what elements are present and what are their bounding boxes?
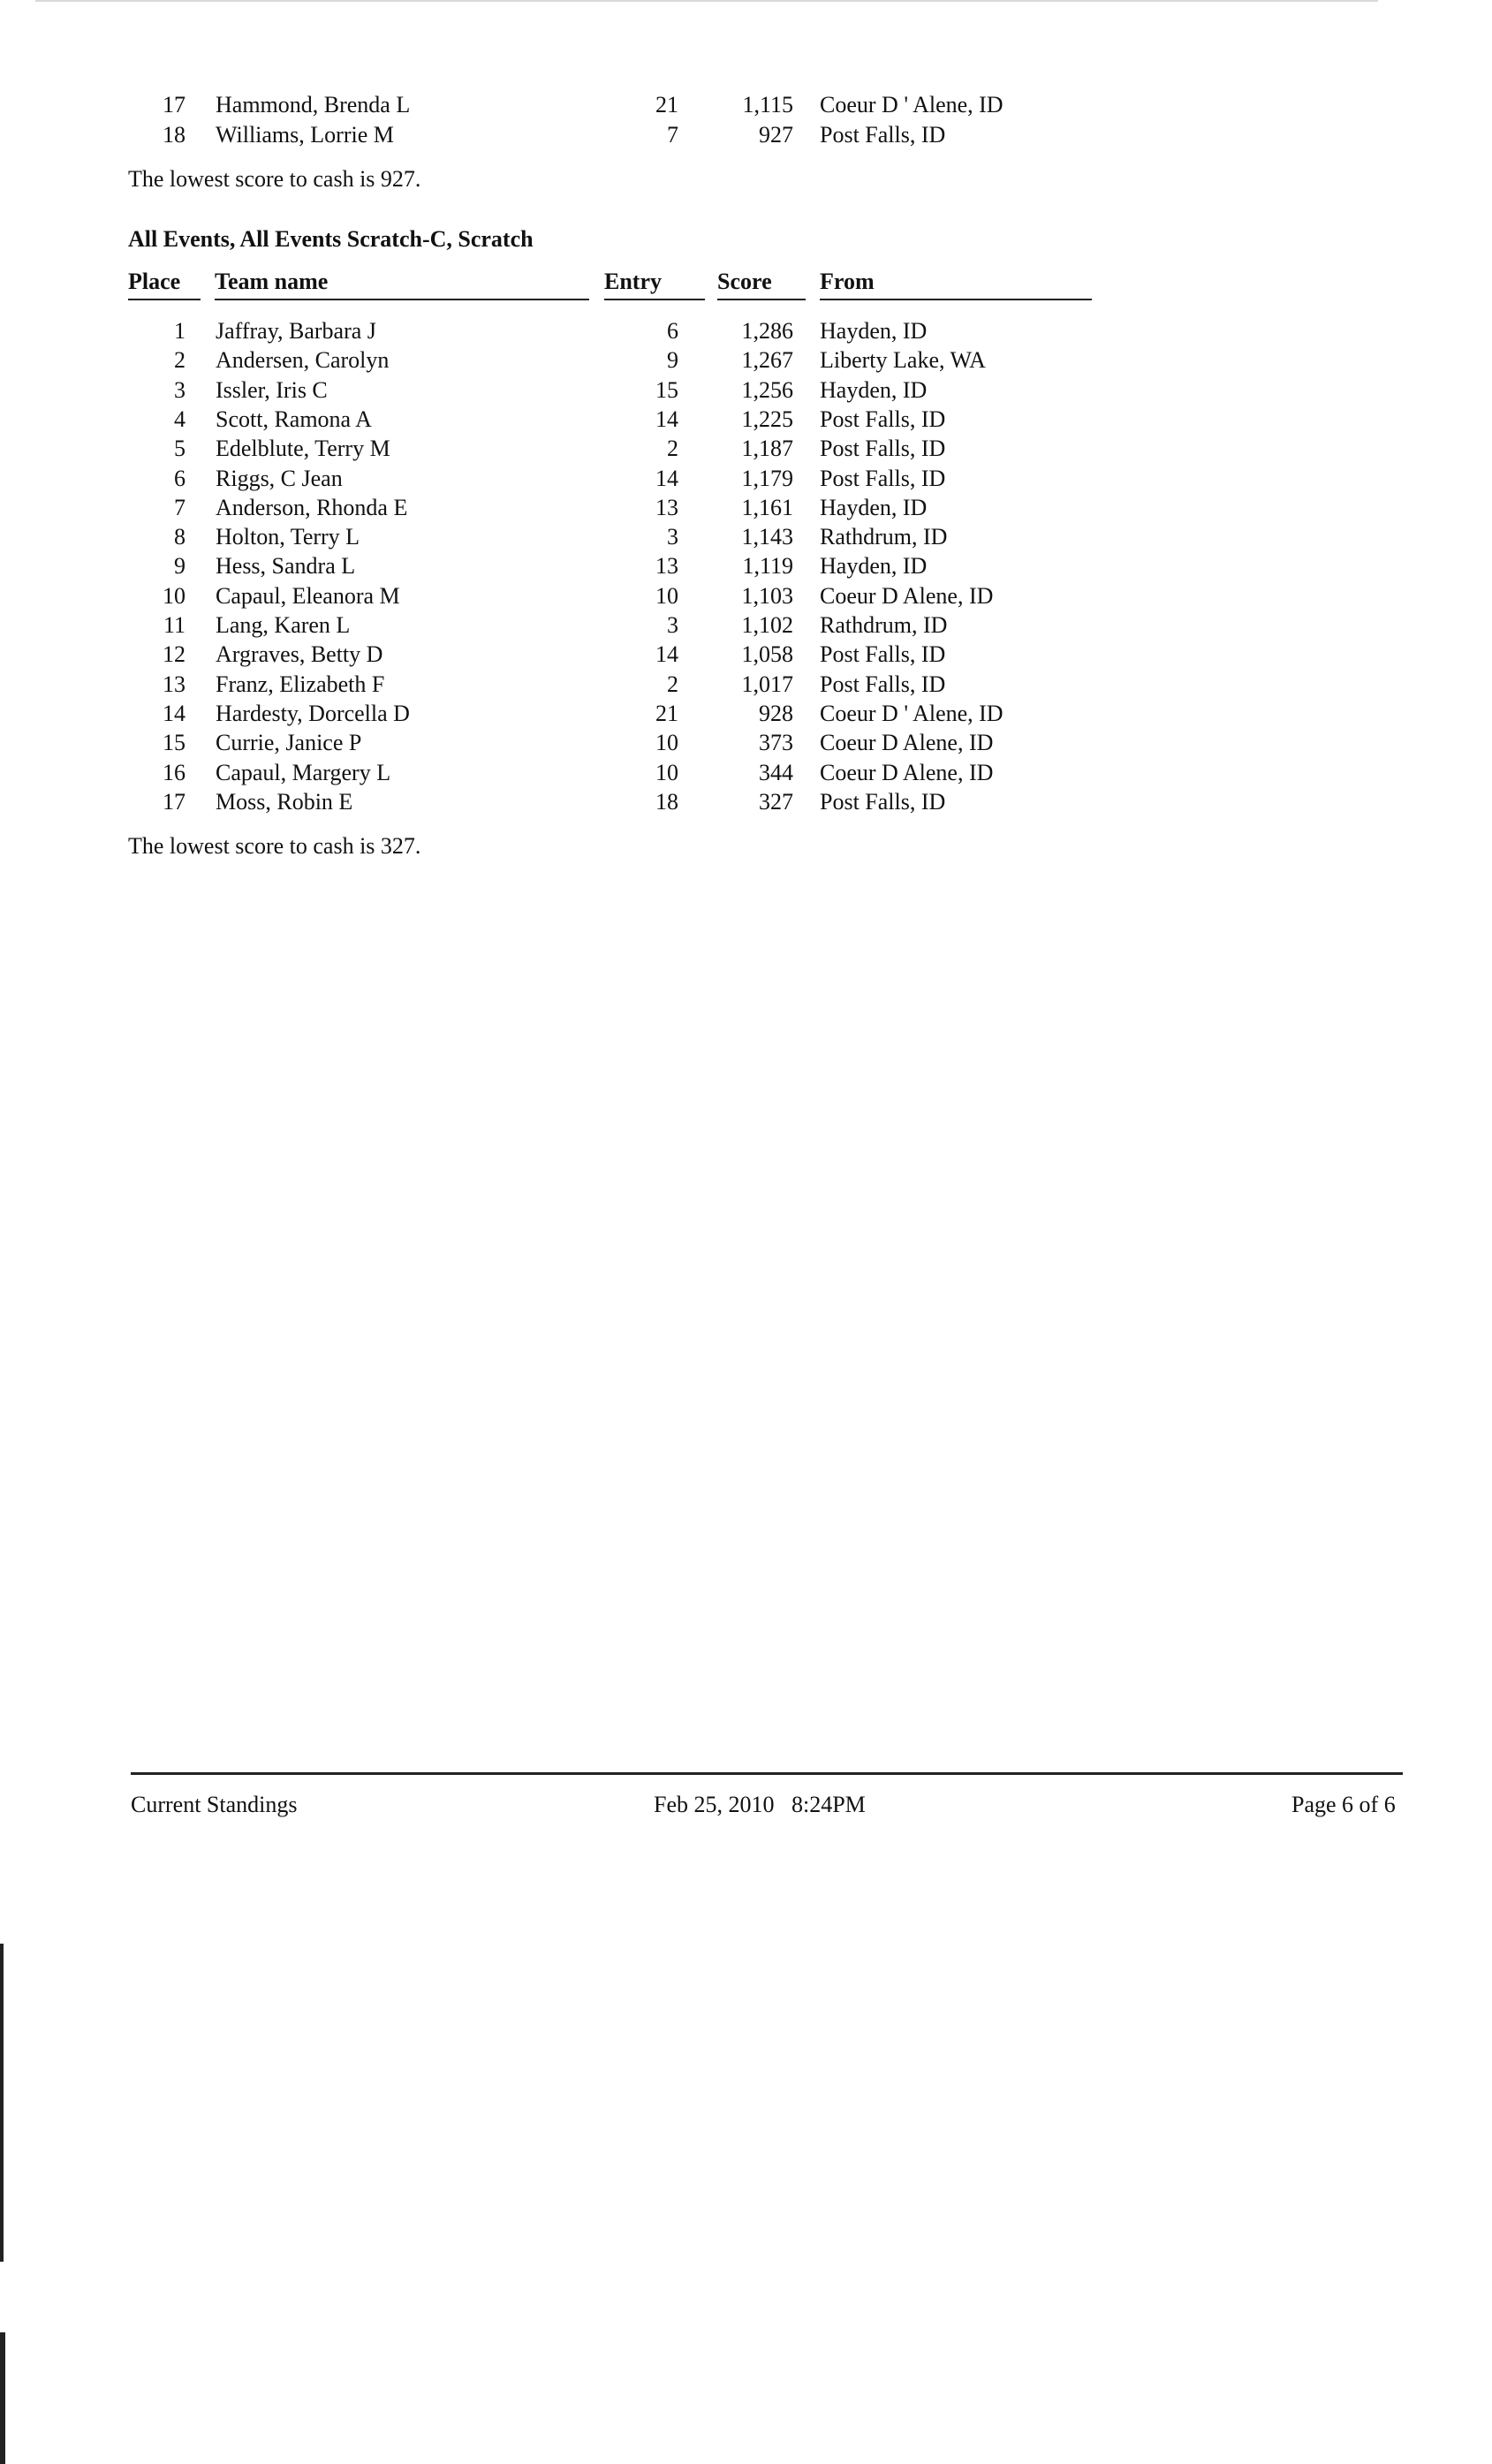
cell-team-name: Jaffray, Barbara J <box>216 318 376 344</box>
cell-from: Coeur D ' Alene, ID <box>820 700 1004 726</box>
cell-from: Post Falls, ID <box>820 121 946 148</box>
cell-from: Hayden, ID <box>820 494 928 520</box>
cell-score: 327 <box>759 788 793 815</box>
cell-score: 1,115 <box>742 92 793 118</box>
cell-entry: 10 <box>655 730 678 756</box>
footer-title: Current Standings <box>131 1792 298 1817</box>
cell-entry: 21 <box>655 92 678 118</box>
cell-place: 17 <box>163 92 186 118</box>
cell-score: 373 <box>759 730 793 756</box>
cell-from: Rathdrum, ID <box>820 524 948 550</box>
cell-team-name: Edelblute, Terry M <box>216 436 390 462</box>
cell-place: 13 <box>163 671 186 697</box>
cell-place: 6 <box>174 465 186 491</box>
cell-from: Hayden, ID <box>820 318 928 344</box>
cell-entry: 2 <box>667 436 678 462</box>
cell-entry: 9 <box>667 347 678 374</box>
cell-team-name: Argraves, Betty D <box>216 641 383 668</box>
cell-place: 16 <box>163 759 186 785</box>
cell-place: 15 <box>163 730 186 756</box>
cell-score: 1,225 <box>741 406 793 432</box>
section-cash-note: The lowest score to cash is 327. <box>128 833 421 859</box>
cell-place: 7 <box>174 494 186 520</box>
cell-place: 10 <box>163 582 186 609</box>
previous-cash-note: The lowest score to cash is 927. <box>128 166 421 192</box>
cell-team-name: Andersen, Carolyn <box>216 347 390 374</box>
cell-entry: 7 <box>667 121 678 148</box>
header-rule-entry <box>604 299 705 300</box>
header-place: Place <box>128 269 181 294</box>
footer-rule <box>131 1772 1403 1775</box>
header-from: From <box>820 269 875 294</box>
cell-place: 11 <box>163 612 186 638</box>
cell-team-name: Capaul, Margery L <box>216 759 391 785</box>
cell-entry: 10 <box>655 582 678 609</box>
header-rule-team-name <box>215 299 589 300</box>
cell-entry: 13 <box>655 494 678 520</box>
cell-team-name: Holton, Terry L <box>216 524 360 550</box>
cell-place: 9 <box>174 553 186 580</box>
header-rule-from <box>820 299 1092 300</box>
cell-team-name: Anderson, Rhonda E <box>216 494 408 520</box>
cell-place: 14 <box>163 700 186 726</box>
scan-left-edge-lower <box>0 2332 5 2464</box>
cell-from: Post Falls, ID <box>820 436 946 462</box>
cell-entry: 21 <box>655 700 678 726</box>
cell-from: Hayden, ID <box>820 376 928 403</box>
header-entry: Entry <box>604 269 662 294</box>
cell-from: Hayden, ID <box>820 553 928 580</box>
cell-entry: 14 <box>655 641 678 668</box>
cell-score: 1,103 <box>741 582 793 609</box>
cell-place: 3 <box>174 376 186 403</box>
footer-page-number: Page 6 of 6 <box>1291 1792 1396 1817</box>
cell-from: Post Falls, ID <box>820 406 946 432</box>
cell-entry: 6 <box>667 318 678 344</box>
cell-team-name: Hammond, Brenda L <box>216 92 411 118</box>
header-rule-score <box>717 299 806 300</box>
cell-score: 927 <box>759 121 793 148</box>
cell-score: 1,017 <box>741 671 793 697</box>
cell-entry: 3 <box>667 524 678 550</box>
cell-team-name: Currie, Janice P <box>216 730 362 756</box>
cell-entry: 14 <box>655 406 678 432</box>
cell-place: 17 <box>163 788 186 815</box>
cell-place: 2 <box>174 347 186 374</box>
cell-score: 344 <box>759 759 793 785</box>
cell-from: Post Falls, ID <box>820 641 946 668</box>
cell-place: 18 <box>163 121 186 148</box>
cell-from: Liberty Lake, WA <box>820 347 986 374</box>
cell-score: 928 <box>759 700 793 726</box>
cell-team-name: Franz, Elizabeth F <box>216 671 385 697</box>
cell-score: 1,161 <box>741 494 793 520</box>
cell-from: Coeur D Alene, ID <box>820 759 994 785</box>
cell-place: 5 <box>174 436 186 462</box>
cell-from: Rathdrum, ID <box>820 612 948 638</box>
header-score: Score <box>717 269 772 294</box>
cell-entry: 15 <box>655 376 678 403</box>
cell-score: 1,179 <box>741 465 793 491</box>
cell-score: 1,286 <box>741 318 793 344</box>
header-team-name: Team name <box>215 269 329 294</box>
cell-entry: 3 <box>667 612 678 638</box>
cell-team-name: Moss, Robin E <box>216 788 353 815</box>
cell-from: Coeur D Alene, ID <box>820 730 994 756</box>
cell-place: 4 <box>174 406 186 432</box>
cell-score: 1,058 <box>741 641 793 668</box>
scan-top-edge <box>35 0 1378 2</box>
cell-team-name: Scott, Ramona A <box>216 406 372 432</box>
cell-from: Coeur D Alene, ID <box>820 582 994 609</box>
cell-from: Post Falls, ID <box>820 465 946 491</box>
cell-team-name: Capaul, Eleanora M <box>216 582 400 609</box>
cell-team-name: Lang, Karen L <box>216 612 351 638</box>
cell-place: 12 <box>163 641 186 668</box>
cell-score: 1,102 <box>741 612 793 638</box>
cell-score: 1,187 <box>741 436 793 462</box>
cell-team-name: Issler, Iris C <box>216 376 328 403</box>
footer-timestamp: Feb 25, 2010 8:24PM <box>654 1792 866 1817</box>
cell-team-name: Riggs, C Jean <box>216 465 343 491</box>
cell-team-name: Hardesty, Dorcella D <box>216 700 410 726</box>
cell-place: 8 <box>174 524 186 550</box>
cell-place: 1 <box>174 318 186 344</box>
cell-entry: 14 <box>655 465 678 491</box>
cell-score: 1,143 <box>741 524 793 550</box>
cell-entry: 13 <box>655 553 678 580</box>
cell-team-name: Williams, Lorrie M <box>216 121 394 148</box>
cell-score: 1,267 <box>741 347 793 374</box>
cell-from: Post Falls, ID <box>820 671 946 697</box>
scan-left-edge <box>0 1944 4 2262</box>
header-rule-place <box>128 299 201 300</box>
cell-score: 1,119 <box>742 553 793 580</box>
section-title: All Events, All Events Scratch-C, Scratch <box>128 226 534 252</box>
cell-from: Post Falls, ID <box>820 788 946 815</box>
cell-from: Coeur D ' Alene, ID <box>820 92 1004 118</box>
cell-team-name: Hess, Sandra L <box>216 553 356 580</box>
cell-entry: 18 <box>655 788 678 815</box>
cell-score: 1,256 <box>741 376 793 403</box>
cell-entry: 2 <box>667 671 678 697</box>
cell-entry: 10 <box>655 759 678 785</box>
